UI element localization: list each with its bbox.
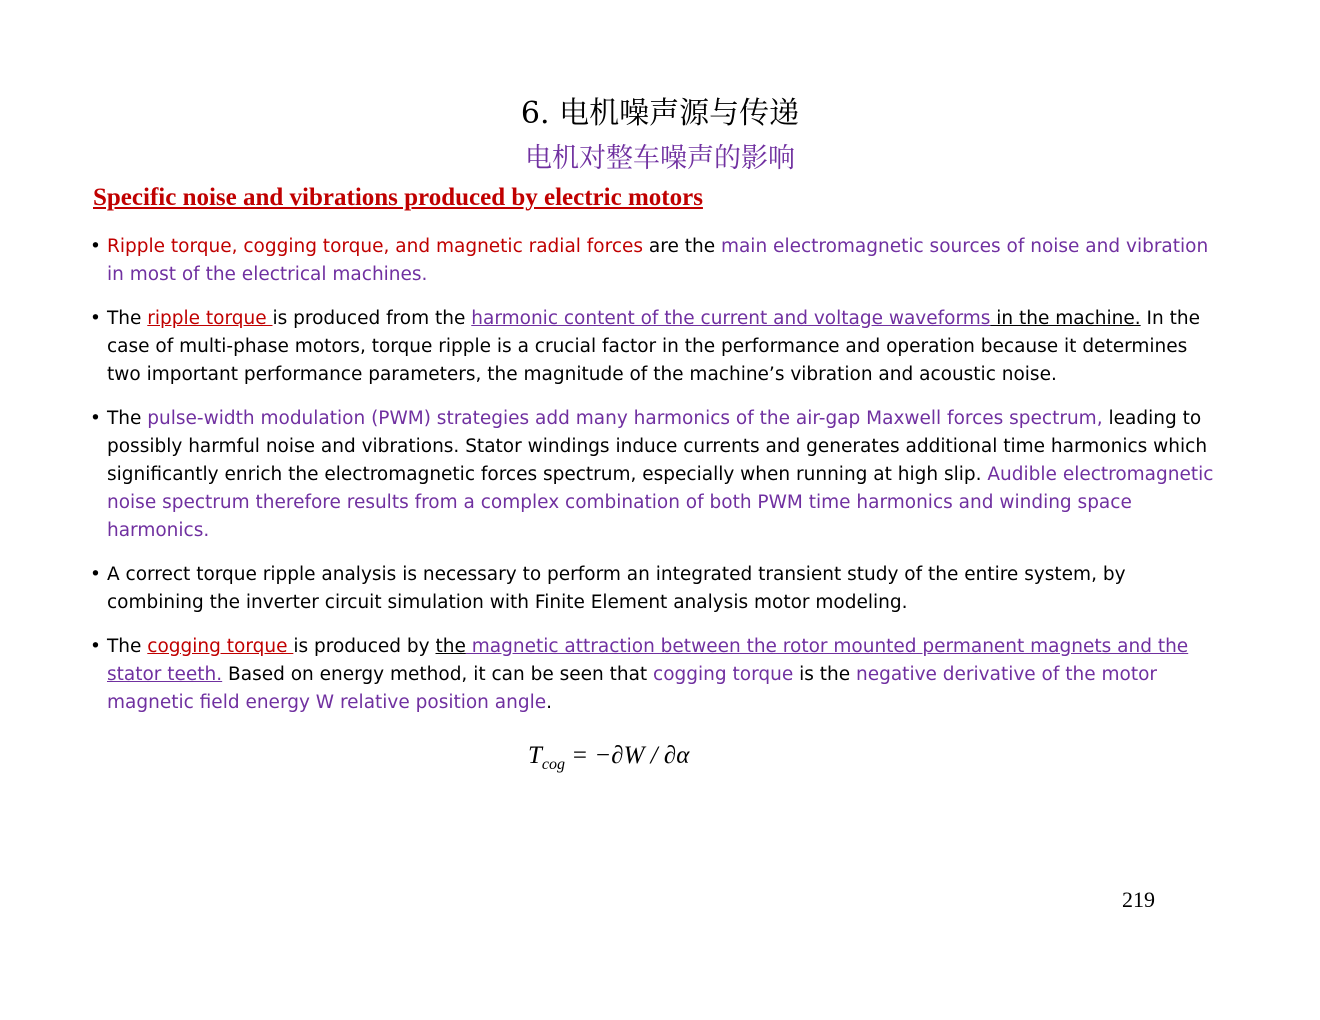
text-span: is produced from the: [272, 308, 472, 329]
bullet-marker: •: [90, 308, 101, 329]
text-span: the: [435, 636, 466, 657]
text-span: Based on energy method, it can be seen that: [222, 664, 654, 685]
text-span: The: [107, 636, 148, 657]
bullet-item: [90, 405, 1220, 545]
bullet-marker: •: [90, 236, 101, 257]
text-span: ripple torque: [147, 308, 273, 329]
formula-lhs: T: [528, 742, 542, 769]
text-span: Ripple torque, cogging torque, and magnetic radial forces: [107, 236, 644, 257]
text-span: is produced by: [293, 636, 436, 657]
bullet-marker: •: [90, 408, 101, 429]
text-span: magnetic attraction between the rotor mounted permanent magnets and the stator teeth.: [107, 636, 1189, 685]
text-span: negative derivative of the motor magnetic field energy W relative position angle: [107, 664, 1158, 713]
text-span: cogging torque: [147, 636, 294, 657]
text-span: The: [107, 308, 148, 329]
text-span: cogging torque: [653, 664, 794, 685]
page-number: 219: [1122, 887, 1155, 912]
text-span: In the case of multi-phase motors, torque ripple is a crucial factor in the performance and operation because it determines two important performance parameters, the magnitude of the machine’s vibration and acoustic noise.: [107, 308, 1200, 385]
cogging-torque-formula: [528, 742, 690, 773]
bullet-marker: •: [90, 564, 101, 585]
slide-subtitle: 电机对整车噪声的影响: [525, 143, 795, 174]
text-span: leading to possibly harmful noise and vibrations. Stator windings induce currents and generates additional time harmonics which significantly enrich the electromagnetic forces spectrum, especially when running at high slip.: [107, 408, 1208, 485]
section-heading: Specific noise and vibrations produced by electric motors: [93, 184, 703, 211]
text-span: Audible electromagnetic noise spectrum therefore results from a complex combination of both PWM time harmonics and winding space harmonics.: [107, 464, 1214, 541]
formula-rhs: = −∂W / ∂α: [565, 742, 690, 769]
text-span: harmonic content of the current and voltage waveforms: [471, 308, 991, 329]
bullet-list: [90, 233, 1220, 733]
bullet-item: [90, 561, 1220, 617]
text-span: main electromagnetic sources of noise and vibration in most of the electrical machines.: [107, 236, 1209, 285]
bullet-item: [90, 633, 1220, 717]
bullet-marker: •: [90, 636, 101, 657]
text-span: is the: [793, 664, 856, 685]
slide-title: 6. 电机噪声源与传递: [520, 96, 800, 131]
formula-subscript: cog: [541, 756, 566, 773]
text-span: A correct torque ripple analysis is necessary to perform an integrated transient study of the entire system, by combining the inverter circuit simulation with Finite Element analysis motor modeling.: [107, 564, 1126, 613]
bullet-item: [90, 233, 1220, 289]
text-span: in the machine.: [990, 308, 1141, 329]
text-span: .: [546, 692, 553, 713]
text-span: pulse-width modulation (PWM) strategies add many harmonics of the air-gap Maxwell forces spectrum,: [147, 408, 1103, 429]
bullet-item: [90, 305, 1220, 389]
text-span: are the: [643, 236, 721, 257]
text-span: The: [107, 408, 148, 429]
